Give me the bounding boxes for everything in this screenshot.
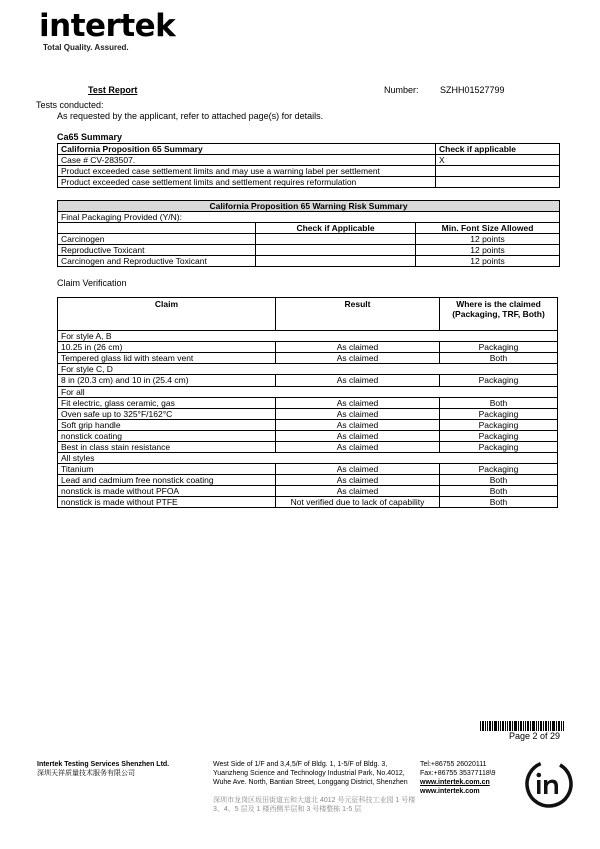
claim-where: Packaging bbox=[440, 464, 558, 475]
claim-text: nonstick coating bbox=[58, 431, 276, 442]
table-row bbox=[58, 245, 560, 256]
claim-text: 10.25 in (26 cm) bbox=[58, 342, 276, 353]
claim-group-title: All styles bbox=[58, 453, 558, 464]
barcode-icon bbox=[480, 721, 564, 731]
claim-where: Packaging bbox=[440, 431, 558, 442]
footer-address: West Side of 1/F and 3,4,5/F of Bldg. 1, 1-5/F of Bldg. 3, Yuanzheng Science and Technology Industrial Park, No.4012, Wuhe Ave. North, Bantian Street, Longgang District, Shenzhen bbox=[213, 761, 408, 786]
claim-text: 8 in (20.3 cm) and 10 in (25.4 cm) bbox=[58, 375, 276, 387]
warning-table-title: California Proposition 65 Warning Risk Summary bbox=[58, 201, 560, 212]
claim-text: Soft grip handle bbox=[58, 420, 276, 431]
claim-result: As claimed bbox=[276, 486, 440, 497]
ca65-row-text: Product exceeded case settlement limits and settlement requires reformulation bbox=[58, 177, 436, 188]
claim-where: Both bbox=[440, 497, 558, 508]
claim-result: As claimed bbox=[276, 442, 440, 453]
claim-result: As claimed bbox=[276, 431, 440, 442]
claim-where: Packaging bbox=[440, 420, 558, 431]
table-row bbox=[58, 431, 558, 442]
warning-col-check: Check if Applicable bbox=[256, 223, 416, 234]
claim-text: Best in class stain resistance bbox=[58, 442, 276, 453]
claim-text: nonstick is made without PTFE bbox=[58, 497, 276, 508]
warning-row-font: 12 points bbox=[416, 234, 560, 245]
claim-where: Both bbox=[440, 353, 558, 364]
footer-website-cn-link[interactable]: www.intertek.com.cn bbox=[420, 779, 490, 786]
claim-verification-table bbox=[57, 297, 558, 508]
footer-company-name-cn: 深圳天祥质量技术服务有限公司 bbox=[37, 770, 135, 777]
claim-verification-heading: Claim Verification bbox=[57, 278, 127, 288]
claim-text: Tempered glass lid with steam vent bbox=[58, 353, 276, 364]
table-row bbox=[58, 342, 558, 353]
claim-result: As claimed bbox=[276, 420, 440, 431]
claim-where: Packaging bbox=[440, 375, 558, 387]
table-row bbox=[58, 442, 558, 453]
ca65-row-check bbox=[436, 166, 560, 177]
tests-conducted-description: As requested by the applicant, refer to attached page(s) for details. bbox=[57, 111, 324, 121]
ca65-row-text: Case # CV-283507. bbox=[58, 155, 436, 166]
claim-result: As claimed bbox=[276, 398, 440, 409]
claim-where: Both bbox=[440, 486, 558, 497]
warning-risk-table bbox=[57, 200, 560, 267]
ca65-col-summary: California Proposition 65 Summary bbox=[58, 144, 436, 155]
footer-contact bbox=[420, 760, 496, 796]
footer-company-name: Intertek Testing Services Shenzhen Ltd. bbox=[37, 761, 170, 768]
ca65-summary-heading: Ca65 Summary bbox=[57, 132, 123, 142]
table-row bbox=[58, 475, 558, 486]
warning-row-check bbox=[256, 256, 416, 267]
claim-text: Lead and cadmium free nonstick coating bbox=[58, 475, 276, 486]
warning-row-font: 12 points bbox=[416, 245, 560, 256]
table-row bbox=[58, 486, 558, 497]
table-row bbox=[58, 497, 558, 508]
table-row bbox=[58, 155, 560, 166]
footer-website-link[interactable]: www.intertek.com bbox=[420, 788, 480, 795]
ca65-row-text: Product exceeded case settlement limits and may use a warning label per settlement bbox=[58, 166, 436, 177]
report-number-label: Number: bbox=[384, 85, 419, 95]
table-row bbox=[58, 234, 560, 245]
claim-result: As claimed bbox=[276, 475, 440, 486]
claim-where: Both bbox=[440, 398, 558, 409]
claim-col-where: Where is the claimed (Packaging, TRF, Both) bbox=[440, 298, 558, 331]
claim-text: Oven safe up to 325°F/162°C bbox=[58, 409, 276, 420]
claim-result: As claimed bbox=[276, 409, 440, 420]
claim-col-claim: Claim bbox=[58, 298, 276, 331]
ca65-summary-table bbox=[57, 143, 560, 188]
claim-result: As claimed bbox=[276, 353, 440, 364]
report-title: Test Report bbox=[88, 85, 138, 95]
ca65-col-check: Check if applicable bbox=[436, 144, 560, 155]
claim-where: Both bbox=[440, 475, 558, 486]
warning-row-check bbox=[256, 234, 416, 245]
table-row bbox=[58, 256, 560, 267]
warning-col-empty bbox=[58, 223, 256, 234]
table-row bbox=[58, 353, 558, 364]
claim-result: As claimed bbox=[276, 375, 440, 387]
claim-group-title: For style A, B bbox=[58, 331, 558, 342]
claim-result: As claimed bbox=[276, 342, 440, 353]
warning-row-name: Reproductive Toxicant bbox=[58, 245, 256, 256]
warning-row-check bbox=[256, 245, 416, 256]
table-row bbox=[58, 375, 558, 387]
ca65-row-check bbox=[436, 177, 560, 188]
claim-group-title: For style C, D bbox=[58, 364, 558, 375]
footer-address-cn: 深圳市龙岗区坂田街道五和大道北 4012 号元征科技工业园 1 号楼 3、4、5 层及 1 楼西侧半层和 3 号楼整栋 1-5 层 bbox=[213, 797, 416, 813]
footer-tel: Tel:+86755 26020111 bbox=[420, 761, 487, 768]
ca65-row-check: X bbox=[436, 155, 560, 166]
intertek-logo: intertek bbox=[39, 8, 176, 44]
footer-fax: Fax:+86755 35377118\9 bbox=[420, 770, 496, 777]
warning-col-font: Min. Font Size Allowed bbox=[416, 223, 560, 234]
table-row bbox=[58, 409, 558, 420]
claim-where: Packaging bbox=[440, 342, 558, 353]
warning-row-name: Carcinogen bbox=[58, 234, 256, 245]
warning-row-font: 12 points bbox=[416, 256, 560, 267]
table-row bbox=[58, 464, 558, 475]
claim-text: nonstick is made without PFOA bbox=[58, 486, 276, 497]
table-row bbox=[58, 177, 560, 188]
page-number: Page 2 of 29 bbox=[509, 731, 561, 741]
tests-conducted-label: Tests conducted: bbox=[36, 100, 104, 110]
logo-tagline: Total Quality. Assured. bbox=[43, 43, 129, 52]
table-row bbox=[58, 398, 558, 409]
table-row bbox=[58, 420, 558, 431]
warning-row-name: Carcinogen and Reproductive Toxicant bbox=[58, 256, 256, 267]
intertek-in-logo-icon bbox=[523, 758, 575, 810]
claim-group-title: For all bbox=[58, 387, 558, 398]
report-number-value: SZHH01527799 bbox=[440, 85, 505, 95]
claim-col-result: Result bbox=[276, 298, 440, 331]
claim-where: Packaging bbox=[440, 409, 558, 420]
final-packaging-label: Final Packaging Provided (Y/N): bbox=[58, 212, 560, 223]
claim-text: Fit electric, glass ceramic, gas bbox=[58, 398, 276, 409]
table-row bbox=[58, 166, 560, 177]
claim-text: Titanium bbox=[58, 464, 276, 475]
claim-result: Not verified due to lack of capability bbox=[276, 497, 440, 508]
claim-result: As claimed bbox=[276, 464, 440, 475]
claim-where: Packaging bbox=[440, 442, 558, 453]
